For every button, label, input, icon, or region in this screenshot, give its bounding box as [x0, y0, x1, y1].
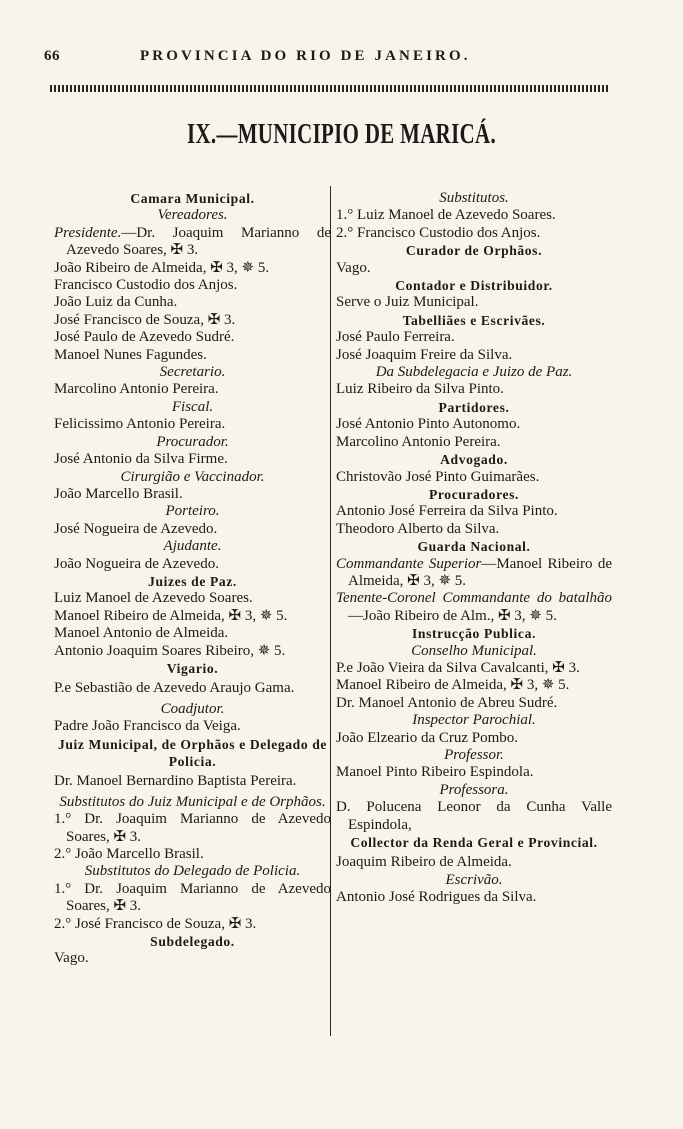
list-item: João Luiz da Cunha. — [54, 294, 178, 311]
instrucao-heading: Instrucção Publica. — [412, 626, 536, 642]
list-item: Manoel Ribeiro de Almeida, ✠ 3, ✵ 5. — [336, 677, 570, 694]
professora: D. Polucena Leonor da Cunha Valle Espindola, — [336, 799, 612, 833]
list-item: Antonio Joaquim Soares Ribeiro, ✵ 5. — [54, 642, 286, 659]
list-item: Marcolino Antonio Pereira. — [336, 433, 501, 450]
list-item: 2.° José Francisco de Souza, ✠ 3. — [54, 915, 257, 932]
list-item: 1.° Dr. Joaquim Marianno de Azevedo Soares, ✠ 3. — [54, 811, 331, 845]
partidores-heading: Partidores. — [438, 399, 510, 415]
curador: Vago. — [336, 259, 371, 276]
coadjutor: Padre João Francisco da Veiga. — [54, 718, 241, 735]
conselho-label: Conselho Municipal. — [411, 642, 537, 659]
list-item: 2.° Francisco Custodio dos Anjos. — [336, 224, 541, 241]
cirurgiao-label: Cirurgião e Vaccinador. — [120, 468, 265, 485]
collector: Joaquim Ribeiro de Almeida. — [336, 854, 512, 871]
curador-heading: Curador de Orphãos. — [405, 243, 543, 259]
list-item: João Ribeiro de Almeida, ✠ 3, ✵ 5. — [54, 259, 270, 276]
presidente-text: —Dr. Joaquim Marianno de Azevedo Soares, ✠ 3. — [66, 224, 331, 259]
right-column — [336, 190, 612, 907]
running-title: PROVINCIA DO RIO DE JANEIRO. — [140, 48, 471, 64]
list-item: 1.° Dr. Joaquim Marianno de Azevedo Soares, ✠ 3. — [54, 880, 331, 915]
subst-juiz-label: Substitutos do Juiz Municipal e de Orphãos. — [59, 793, 326, 810]
professor: Manoel Pinto Ribeiro Espindola. — [336, 764, 534, 781]
escrivao-label: Escrivão. — [445, 871, 503, 888]
tenente-label: Tenente-Coronel Commandante do batalhão — [336, 590, 612, 607]
coadjutor-label: Coadjutor. — [160, 700, 225, 717]
subst-delegado-label: Substitutos do Delegado de Policia. — [84, 863, 301, 880]
list-item: José Antonio Pinto Autonomo. — [336, 416, 521, 433]
advogado: Christovão José Pinto Guimarães. — [336, 468, 540, 485]
secretario: Marcolino Antonio Pereira. — [54, 381, 219, 398]
tabelliaes-heading: Tabelliães e Escrivães. — [402, 312, 546, 328]
advogado-heading: Advogado. — [440, 452, 508, 468]
list-item: Manoel Nunes Fagundes. — [54, 346, 207, 363]
subdelegado: Vago. — [54, 950, 89, 967]
list-item: José Paulo Ferreira. — [336, 329, 455, 346]
list-item: Manoel Ribeiro de Almeida, ✠ 3, ✵ 5. — [54, 607, 288, 624]
fiscal: Felicissimo Antonio Pereira. — [54, 416, 226, 433]
escrivao: Antonio José Rodrigues da Silva. — [336, 889, 537, 906]
commandante-label: Commandante Superior — [336, 555, 482, 572]
tenente-text: —João Ribeiro de Alm., ✠ 3, ✵ 5. — [348, 607, 557, 624]
procurador: José Antonio da Silva Firme. — [54, 451, 228, 468]
guarda-heading: Guarda Nacional. — [417, 539, 531, 555]
list-item: Luiz Manoel de Azevedo Soares. — [54, 590, 253, 607]
list-item: Manoel Antonio de Almeida. — [54, 625, 229, 642]
list-item: 2.° João Marcello Brasil. — [54, 846, 204, 863]
list-item: P.e João Vieira da Silva Cavalcanti, ✠ 3. — [336, 659, 580, 676]
procuradores-heading: Procuradores. — [429, 486, 519, 502]
decorative-rule — [50, 85, 608, 92]
commandante-entry — [336, 556, 612, 591]
procurador-label: Procurador. — [156, 433, 229, 450]
professora-label: Professora. — [439, 781, 509, 798]
subdelegacia: Luiz Ribeiro da Silva Pinto. — [336, 381, 504, 398]
presidente-entry — [54, 225, 331, 260]
presidente-label: Presidente. — [54, 224, 122, 241]
list-item: José Francisco de Souza, ✠ 3. — [54, 311, 236, 328]
ajudante: João Nogueira de Azevedo. — [54, 555, 219, 572]
contador-heading: Contador e Distribuidor. — [395, 278, 553, 294]
professor-label: Professor. — [444, 747, 504, 763]
cirurgiao: João Marcello Brasil. — [54, 485, 183, 502]
porteiro: José Nogueira de Azevedo. — [54, 520, 218, 537]
list-item: Antonio José Ferreira da Silva Pinto. — [336, 503, 558, 520]
camara-heading: Camara Municipal. — [130, 191, 255, 206]
left-column — [54, 190, 331, 968]
list-item: José Paulo de Azevedo Sudré. — [54, 329, 235, 346]
tenente-entry — [336, 590, 612, 625]
inspector-label: Inspector Parochial. — [412, 712, 536, 729]
list-item: Dr. Manoel Antonio de Abreu Sudré. — [336, 694, 558, 711]
secretario-label: Secretario. — [159, 364, 226, 381]
porteiro-label: Porteiro. — [165, 503, 220, 520]
commandante-text: —Manoel Ribeiro de Almeida, ✠ 3, ✵ 5. — [348, 555, 612, 589]
contador: Serve o Juiz Municipal. — [336, 294, 479, 311]
ajudante-label: Ajudante. — [163, 538, 222, 555]
inspector: João Elzeario da Cruz Pombo. — [336, 729, 519, 746]
juizes-heading: Juizes de Paz. — [148, 573, 237, 589]
list-item: José Joaquim Freire da Silva. — [336, 346, 513, 363]
section-title: IX.—MUNICIPIO DE MARICÁ. — [186, 118, 497, 150]
subdelegado-heading: Subdelegado. — [150, 934, 235, 950]
fiscal-label: Fiscal. — [171, 398, 214, 415]
page-number: 66 — [44, 48, 60, 64]
list-item: 1.° Luiz Manoel de Azevedo Soares. — [336, 207, 556, 224]
substitutos-label: Substitutos. — [439, 190, 509, 206]
list-item: Francisco Custodio dos Anjos. — [54, 277, 238, 294]
list-item: Theodoro Alberto da Silva. — [336, 520, 500, 537]
vigario-heading: Vigario. — [166, 660, 219, 676]
collector-heading: Collector da Renda Geral e Provincial. — [350, 835, 598, 851]
juiz-municipal: Dr. Manoel Bernardino Baptista Pereira. — [54, 773, 297, 790]
juiz-municipal-heading: Juiz Municipal, de Orphãos e Delegado de Policia. — [57, 736, 328, 769]
vereadores-label: Vereadores. — [157, 207, 228, 224]
subdelegacia-label: Da Subdelegacia e Juizo de Paz. — [375, 364, 573, 381]
vigario: P.e Sebastião de Azevedo Araujo Gama. — [54, 680, 295, 697]
